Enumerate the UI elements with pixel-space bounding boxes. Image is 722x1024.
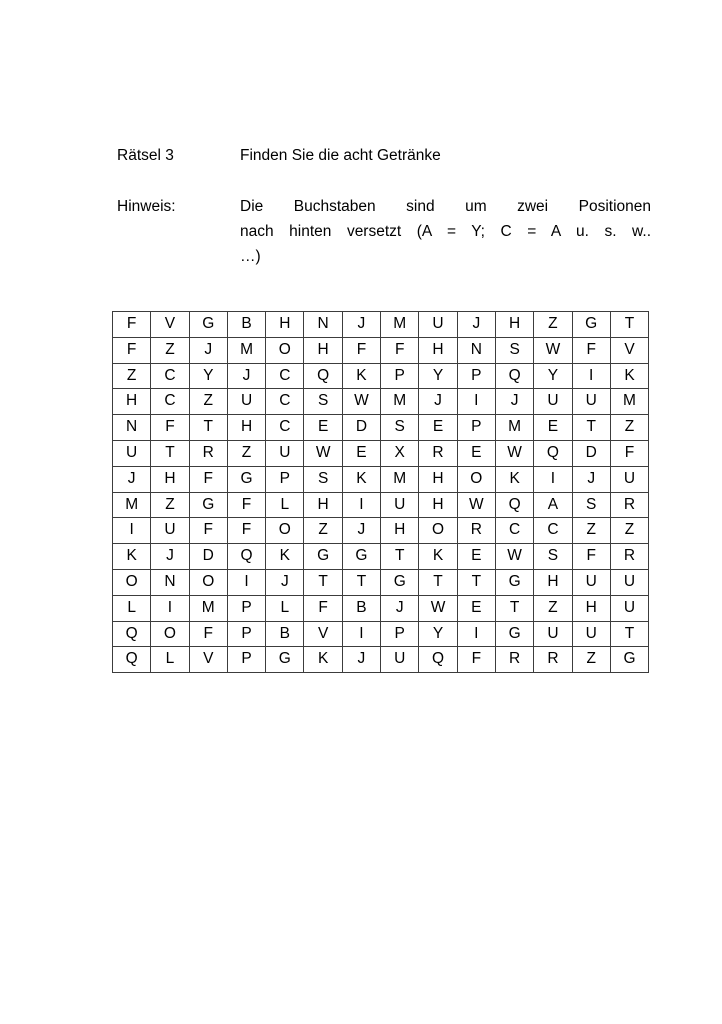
grid-cell[interactable]: P <box>457 363 495 389</box>
grid-cell[interactable]: I <box>342 492 380 518</box>
grid-cell[interactable]: Z <box>610 518 648 544</box>
hint-line-2: nach hinten versetzt (A = Y; C = A u. s. w.. <box>240 223 651 240</box>
grid-cell[interactable]: Z <box>151 337 189 363</box>
grid-cell[interactable]: F <box>189 621 227 647</box>
grid-row <box>113 312 649 338</box>
grid-cell[interactable]: F <box>151 415 189 441</box>
grid-cell[interactable]: P <box>227 595 265 621</box>
grid-cell[interactable]: J <box>227 363 265 389</box>
grid-cell[interactable]: F <box>610 440 648 466</box>
grid-cell[interactable]: M <box>381 466 419 492</box>
grid-cell[interactable]: H <box>534 569 572 595</box>
grid-cell[interactable]: Z <box>113 363 151 389</box>
grid-cell[interactable]: Z <box>227 440 265 466</box>
grid-cell[interactable]: G <box>610 647 648 673</box>
grid-cell[interactable]: F <box>457 647 495 673</box>
grid-cell[interactable]: W <box>304 440 342 466</box>
grid-cell[interactable]: J <box>342 518 380 544</box>
grid-cell[interactable]: H <box>227 415 265 441</box>
grid-cell[interactable]: U <box>610 595 648 621</box>
grid-cell[interactable]: E <box>304 415 342 441</box>
grid-cell[interactable]: I <box>572 363 610 389</box>
grid-cell[interactable]: H <box>304 337 342 363</box>
grid-cell[interactable]: J <box>189 337 227 363</box>
grid-cell[interactable]: S <box>495 337 533 363</box>
word-search-grid <box>112 311 649 673</box>
grid-cell[interactable]: U <box>572 569 610 595</box>
grid-cell[interactable]: S <box>304 389 342 415</box>
grid-cell[interactable]: G <box>342 544 380 570</box>
grid-cell[interactable]: T <box>457 569 495 595</box>
grid-cell[interactable]: P <box>457 415 495 441</box>
grid-cell[interactable]: M <box>495 415 533 441</box>
grid-cell[interactable]: C <box>266 389 304 415</box>
grid-cell[interactable]: V <box>610 337 648 363</box>
grid-cell[interactable]: R <box>457 518 495 544</box>
grid-row <box>113 466 649 492</box>
grid-cell[interactable]: F <box>342 337 380 363</box>
grid-cell[interactable]: Q <box>495 363 533 389</box>
grid-cell[interactable]: X <box>381 440 419 466</box>
grid-cell[interactable]: U <box>151 518 189 544</box>
grid-cell[interactable]: O <box>113 569 151 595</box>
grid-cell[interactable]: C <box>151 389 189 415</box>
grid-cell[interactable]: Q <box>495 492 533 518</box>
grid-cell[interactable]: G <box>304 544 342 570</box>
grid-cell[interactable]: W <box>457 492 495 518</box>
grid-cell[interactable]: V <box>151 312 189 338</box>
grid-cell[interactable]: J <box>495 389 533 415</box>
grid-cell[interactable]: K <box>113 544 151 570</box>
grid-cell[interactable]: U <box>266 440 304 466</box>
grid-cell[interactable]: W <box>495 440 533 466</box>
grid-cell[interactable]: F <box>227 518 265 544</box>
grid-row <box>113 389 649 415</box>
grid-cell[interactable]: J <box>266 569 304 595</box>
grid-cell[interactable]: Q <box>113 647 151 673</box>
grid-cell[interactable]: V <box>189 647 227 673</box>
grid-row <box>113 647 649 673</box>
grid-cell[interactable]: J <box>381 595 419 621</box>
grid-cell[interactable]: G <box>381 569 419 595</box>
grid-cell[interactable]: W <box>419 595 457 621</box>
grid-cell[interactable]: C <box>495 518 533 544</box>
grid-row <box>113 363 649 389</box>
grid-cell[interactable]: G <box>495 621 533 647</box>
grid-cell[interactable]: L <box>266 492 304 518</box>
grid-cell[interactable]: U <box>572 621 610 647</box>
grid-cell[interactable]: D <box>189 544 227 570</box>
grid-cell[interactable]: G <box>572 312 610 338</box>
grid-cell[interactable]: R <box>610 544 648 570</box>
grid-cell[interactable]: C <box>266 363 304 389</box>
grid-cell[interactable]: P <box>266 466 304 492</box>
grid-cell[interactable]: T <box>495 595 533 621</box>
grid-cell[interactable]: B <box>342 595 380 621</box>
grid-cell[interactable]: I <box>227 569 265 595</box>
hint-label: Hinweis: <box>117 198 176 215</box>
grid-cell[interactable]: N <box>457 337 495 363</box>
grid-cell[interactable]: E <box>457 440 495 466</box>
grid-cell[interactable]: T <box>342 569 380 595</box>
grid-cell[interactable]: O <box>419 518 457 544</box>
grid-cell[interactable]: H <box>572 595 610 621</box>
grid-cell[interactable]: G <box>227 466 265 492</box>
grid-cell[interactable]: U <box>534 389 572 415</box>
grid-cell[interactable]: J <box>419 389 457 415</box>
grid-cell[interactable]: F <box>227 492 265 518</box>
grid-cell[interactable]: Y <box>534 363 572 389</box>
grid-cell[interactable]: Y <box>419 621 457 647</box>
grid-cell[interactable]: K <box>419 544 457 570</box>
grid-cell[interactable]: M <box>189 595 227 621</box>
grid-cell[interactable]: H <box>304 492 342 518</box>
grid-cell[interactable]: M <box>381 389 419 415</box>
grid-cell[interactable]: D <box>572 440 610 466</box>
grid-row <box>113 621 649 647</box>
grid-cell[interactable]: I <box>457 621 495 647</box>
grid-row <box>113 492 649 518</box>
grid-cell[interactable]: C <box>266 415 304 441</box>
grid-cell[interactable]: E <box>457 544 495 570</box>
puzzle-instruction-text: Finden Sie die acht Getränke <box>240 147 441 164</box>
grid-cell[interactable]: Y <box>419 363 457 389</box>
puzzle-title-row <box>117 143 651 168</box>
grid-cell[interactable]: H <box>419 466 457 492</box>
grid-cell[interactable]: H <box>419 492 457 518</box>
grid-cell[interactable]: U <box>113 440 151 466</box>
grid-cell[interactable]: R <box>534 647 572 673</box>
grid-cell[interactable]: O <box>266 518 304 544</box>
grid-cell[interactable]: O <box>151 621 189 647</box>
grid-cell[interactable]: M <box>381 312 419 338</box>
grid-cell[interactable]: S <box>572 492 610 518</box>
grid-cell[interactable]: H <box>381 518 419 544</box>
grid-cell[interactable]: S <box>534 544 572 570</box>
grid-row <box>113 544 649 570</box>
grid-cell[interactable]: K <box>342 363 380 389</box>
grid-cell[interactable]: R <box>419 440 457 466</box>
grid-cell[interactable]: T <box>610 621 648 647</box>
grid-cell[interactable]: Q <box>419 647 457 673</box>
grid-cell[interactable]: J <box>151 544 189 570</box>
puzzle-number-label: Rätsel 3 <box>117 147 174 164</box>
grid-cell[interactable]: G <box>495 569 533 595</box>
grid-cell[interactable]: Z <box>534 312 572 338</box>
grid-cell[interactable]: T <box>381 544 419 570</box>
grid-cell[interactable]: V <box>304 621 342 647</box>
grid-cell[interactable]: L <box>266 595 304 621</box>
grid-cell[interactable]: P <box>227 647 265 673</box>
grid-cell[interactable]: W <box>534 337 572 363</box>
grid-row <box>113 415 649 441</box>
grid-row <box>113 518 649 544</box>
grid-cell[interactable]: I <box>113 518 151 544</box>
grid-cell[interactable]: I <box>534 466 572 492</box>
grid-cell[interactable]: T <box>419 569 457 595</box>
hint-line-3: …) <box>240 248 261 265</box>
grid-cell[interactable]: L <box>113 595 151 621</box>
grid-cell[interactable]: K <box>342 466 380 492</box>
grid-cell[interactable]: T <box>572 415 610 441</box>
grid-cell[interactable]: Z <box>572 647 610 673</box>
grid-cell[interactable]: U <box>381 492 419 518</box>
grid-cell[interactable]: Q <box>113 621 151 647</box>
grid-row <box>113 337 649 363</box>
grid-cell[interactable]: G <box>189 492 227 518</box>
grid-cell[interactable]: I <box>457 389 495 415</box>
grid-row <box>113 595 649 621</box>
grid-cell[interactable]: O <box>189 569 227 595</box>
grid-cell[interactable]: D <box>342 415 380 441</box>
grid-cell[interactable]: U <box>610 569 648 595</box>
grid-cell[interactable]: F <box>572 337 610 363</box>
grid-cell[interactable]: P <box>381 621 419 647</box>
grid-cell[interactable]: Q <box>227 544 265 570</box>
grid-cell[interactable]: R <box>189 440 227 466</box>
grid-cell[interactable]: C <box>534 518 572 544</box>
grid-cell[interactable]: H <box>419 337 457 363</box>
grid-cell[interactable]: J <box>457 312 495 338</box>
grid-cell[interactable]: U <box>419 312 457 338</box>
grid-cell[interactable]: E <box>457 595 495 621</box>
grid-cell[interactable]: J <box>342 647 380 673</box>
grid-cell[interactable]: F <box>113 312 151 338</box>
grid-cell[interactable]: I <box>151 595 189 621</box>
grid-cell[interactable]: T <box>151 440 189 466</box>
grid-cell[interactable]: W <box>342 389 380 415</box>
grid-cell[interactable]: J <box>113 466 151 492</box>
grid-cell[interactable]: F <box>189 466 227 492</box>
grid-cell[interactable]: G <box>266 647 304 673</box>
grid-cell[interactable]: O <box>457 466 495 492</box>
grid-cell[interactable]: Z <box>151 492 189 518</box>
grid-cell[interactable]: U <box>610 466 648 492</box>
grid-cell[interactable]: J <box>342 312 380 338</box>
grid-cell[interactable]: M <box>227 337 265 363</box>
grid-cell[interactable]: L <box>151 647 189 673</box>
grid-cell[interactable]: E <box>342 440 380 466</box>
grid-cell[interactable]: T <box>610 312 648 338</box>
grid-cell[interactable]: G <box>189 312 227 338</box>
grid-cell[interactable]: N <box>113 415 151 441</box>
grid-row <box>113 440 649 466</box>
grid-cell[interactable]: K <box>266 544 304 570</box>
grid-cell[interactable]: S <box>304 466 342 492</box>
grid-cell[interactable]: U <box>227 389 265 415</box>
grid-cell[interactable]: K <box>304 647 342 673</box>
grid-cell[interactable]: F <box>189 518 227 544</box>
grid-cell[interactable]: Y <box>189 363 227 389</box>
grid-cell[interactable]: E <box>419 415 457 441</box>
grid-cell[interactable]: W <box>495 544 533 570</box>
grid-cell[interactable]: P <box>381 363 419 389</box>
grid-cell[interactable]: A <box>534 492 572 518</box>
hint-line-1: Die Buchstaben sind um zwei Positionen <box>240 198 651 215</box>
grid-cell[interactable]: Z <box>572 518 610 544</box>
grid-cell[interactable]: U <box>381 647 419 673</box>
grid-cell[interactable]: R <box>610 492 648 518</box>
hint-text-block <box>240 194 651 269</box>
grid-cell[interactable]: Z <box>304 518 342 544</box>
grid-row <box>113 569 649 595</box>
grid-cell[interactable]: B <box>227 312 265 338</box>
grid-cell[interactable]: B <box>266 621 304 647</box>
grid-cell[interactable]: S <box>381 415 419 441</box>
grid-cell[interactable]: T <box>189 415 227 441</box>
grid-cell[interactable]: K <box>610 363 648 389</box>
grid-cell[interactable]: E <box>534 415 572 441</box>
grid-cell[interactable]: F <box>113 337 151 363</box>
grid-cell[interactable]: I <box>342 621 380 647</box>
grid-cell[interactable]: M <box>113 492 151 518</box>
grid-cell[interactable]: H <box>151 466 189 492</box>
grid-cell[interactable]: H <box>495 312 533 338</box>
grid-cell[interactable]: H <box>266 312 304 338</box>
grid-cell[interactable]: Q <box>534 440 572 466</box>
grid-cell[interactable]: C <box>151 363 189 389</box>
grid-cell[interactable]: N <box>304 312 342 338</box>
grid-cell[interactable]: Z <box>610 415 648 441</box>
grid-cell[interactable]: U <box>534 621 572 647</box>
puzzle-hint-row <box>117 194 651 269</box>
grid-cell[interactable]: M <box>610 389 648 415</box>
grid-cell[interactable]: H <box>113 389 151 415</box>
grid-cell[interactable]: Q <box>304 363 342 389</box>
grid-cell[interactable]: K <box>495 466 533 492</box>
grid-cell[interactable]: J <box>572 466 610 492</box>
grid-cell[interactable]: F <box>381 337 419 363</box>
grid-cell[interactable]: U <box>572 389 610 415</box>
grid-cell[interactable]: Z <box>189 389 227 415</box>
grid-cell[interactable]: R <box>495 647 533 673</box>
grid-cell[interactable]: O <box>266 337 304 363</box>
grid-cell[interactable]: F <box>572 544 610 570</box>
grid-cell[interactable]: N <box>151 569 189 595</box>
word-search-grid-container <box>112 311 649 673</box>
grid-cell[interactable]: F <box>304 595 342 621</box>
grid-cell[interactable]: T <box>304 569 342 595</box>
grid-cell[interactable]: Z <box>534 595 572 621</box>
grid-cell[interactable]: P <box>227 621 265 647</box>
